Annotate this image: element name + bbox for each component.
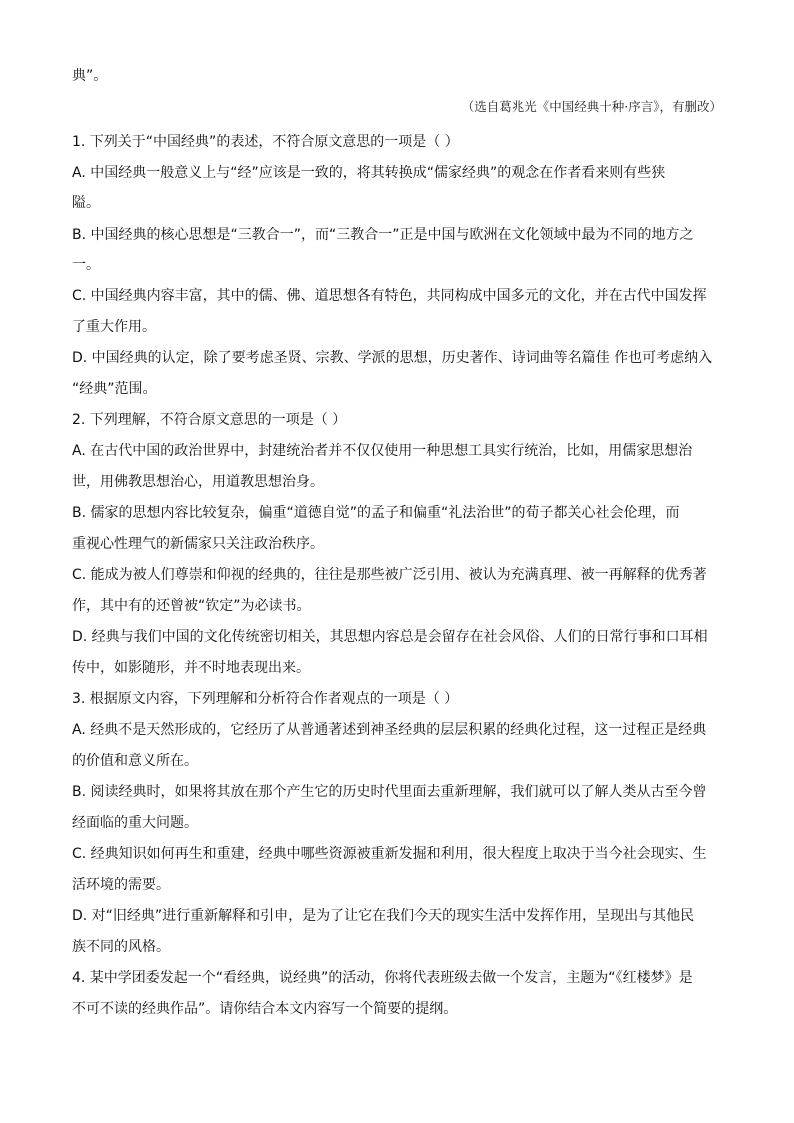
- q3-option-b-line-2: 经面临的重大问题。: [72, 815, 198, 831]
- q3-option-c-line-1: C. 经典知识如何再生和重建，经典中哪些资源被重新发掘和利用，很大程度上取决于当今社会现实、生: [72, 846, 707, 862]
- q1-option-b-line-1: B. 中国经典的核心思想是“三教合一”，而“三教合一”正是中国与欧洲在文化领域中最为不同的地方之: [72, 227, 694, 243]
- source-citation: （选自葛兆光《中国经典十种·序言》，有删改）: [461, 99, 722, 114]
- top-fragment: 典”。: [72, 68, 108, 84]
- q2-option-d-line-2: 传中，如影随形，并不时地表现出来。: [72, 660, 310, 676]
- q2-option-c-line-1: C. 能成为被人们尊崇和仰视的经典的，往往是那些被广泛引用、被认为充满真理、被一再解释的优秀著: [72, 567, 707, 583]
- q2-option-b-line-1: B. 儒家的思想内容比较复杂，偏重“道德自觉”的孟子和偏重“礼法治世”的荀子都关心社会伦理，而: [72, 505, 680, 521]
- question-4-stem: 4. 某中学团委发起一个“看经典，说经典”的活动，你将代表班级去做一个发言，主题为“《红楼梦》是: [72, 970, 693, 986]
- q2-option-c-line-2: 作，其中有的还曾被“钦定”为必读书。: [72, 598, 311, 614]
- q1-option-c-line-2: 了重大作用。: [72, 319, 156, 335]
- q3-option-a-line-1: A. 经典不是天然形成的，它经历了从普通著述到神圣经典的层层积累的经典化过程，这一过程正是经典: [72, 722, 707, 738]
- q3-option-d-line-2: 族不同的风格。: [72, 939, 170, 955]
- q1-option-d-line-1: D. 中国经典的认定，除了要考虑圣贤、宗教、学派的思想，历史著作、诗词曲等名篇佳 作也可考虑纳入: [72, 350, 713, 366]
- q3-option-b-line-1: B. 阅读经典时，如果将其放在那个产生它的历史时代里面去重新理解，我们就可以了解人类从古至今曾: [72, 784, 707, 800]
- q2-option-b-line-2: 重视心性理气的新儒家只关注政治秩序。: [72, 536, 324, 552]
- question-1-stem: 1. 下列关于“中国经典”的表述，不符合原文意思的一项是（ ）: [72, 134, 459, 150]
- q1-option-d-line-2: “经典”范围。: [72, 381, 157, 397]
- question-4-stem-cont: 不可不读的经典作品”。请你结合本文内容写一个简要的提纲。: [72, 1001, 458, 1017]
- q3-option-c-line-2: 活环境的需要。: [72, 877, 170, 893]
- q2-option-d-line-1: D. 经典与我们中国的文化传统密切相关，其思想内容总是会留存在社会风俗、人们的日常行事和口耳相: [72, 629, 708, 645]
- q2-option-a-line-2: 世，用佛教思想治心，用道教思想治身。: [72, 474, 324, 490]
- q1-option-a-line-2: 隘。: [72, 195, 100, 211]
- q2-option-a-line-1: A. 在古代中国的政治世界中，封建统治者并不仅仅使用一种思想工具实行统治，比如，用儒家思想治: [72, 443, 693, 459]
- q1-option-b-line-2: 一。: [72, 257, 100, 273]
- q1-option-c-line-1: C. 中国经典内容丰富，其中的儒、佛、道思想各有特色，共同构成中国多元的文化，并在古代中国发挥: [72, 288, 707, 304]
- q3-option-a-line-2: 的价值和意义所在。: [72, 753, 198, 769]
- q3-option-d-line-1: D. 对“旧经典”进行重新解释和引申，是为了让它在我们今天的现实生活中发挥作用，呈现出与其他民: [72, 908, 695, 924]
- q1-option-a-line-1: A. 中国经典一般意义上与“经”应该是一致的，将其转换成“儒家经典”的观念在作者看来则有些狭: [72, 165, 666, 181]
- question-3-stem: 3. 根据原文内容，下列理解和分析符合作者观点的一项是（ ）: [72, 691, 459, 707]
- question-2-stem: 2. 下列理解，不符合原文意思的一项是（ ）: [72, 412, 347, 428]
